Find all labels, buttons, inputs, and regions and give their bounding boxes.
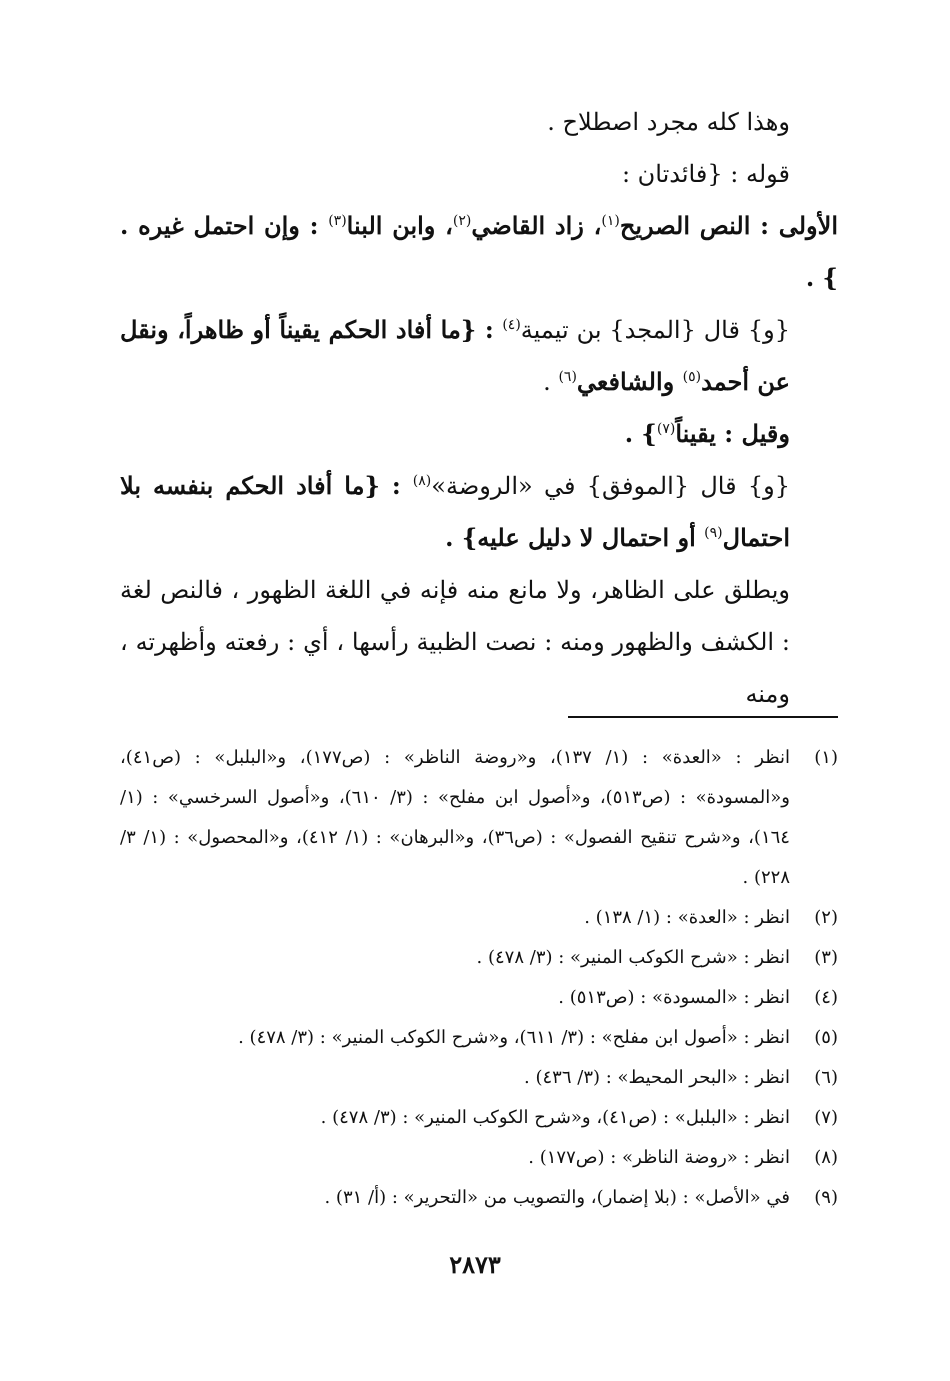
footnote-text: انظر : «العدة» : (١/ ١٣٨) . xyxy=(584,907,790,928)
paragraph: وهذا كله مجرد اصطلاح . xyxy=(547,108,790,136)
footnote xyxy=(120,1138,838,1178)
footnote-text: انظر : «البحر المحيط» : (٣/ ٤٣٦) . xyxy=(524,1067,790,1088)
footnote-number: (٤) xyxy=(814,987,838,1008)
paragraph: ويطلق على الظاهر، ولا مانع منه فإنه في اللغة الظهور ، فالنص لغة : الكشف والظهور ومنه : نصت الظبية رأسها ، أي : رفعته وأظهرته ، ومنه xyxy=(120,576,790,708)
footnote xyxy=(120,1098,838,1138)
footnote-number: (٦) xyxy=(814,1067,838,1088)
footnote-ref: (٩) xyxy=(704,525,723,541)
footnote-text: انظر : «المسودة» : (ص٥١٣) . xyxy=(558,987,790,1008)
footnote xyxy=(120,738,838,898)
paragraph: قوله : {فائدتان : xyxy=(621,160,790,188)
footnote-number: (٣) xyxy=(814,947,838,968)
footnote-number: (٨) xyxy=(814,1147,838,1168)
footnotes xyxy=(120,738,838,1218)
footnote-ref: (٨) xyxy=(412,473,432,489)
footnote-ref: (٤) xyxy=(502,317,521,333)
footnote-ref: (٦) xyxy=(558,369,577,385)
paragraph: وقيل : يقيناً$^{(٧)}$} . xyxy=(624,419,790,448)
footnote-number: (٩) xyxy=(814,1187,838,1208)
footnote-ref: (٢) xyxy=(452,213,472,229)
footnote-text: انظر : «العدة» : (١/ ١٣٧)، و«روضة الناظر» : (ص١٧٧)، و«البلبل» : (ص٤١)، و«المسودة» : (ص٥١٣)، و«أصول ابن مفلح» : (٣/ ٦١٠)، و«أصول السرخسي» : (١/ ١٦٤)، و«شرح تنقيح الفصول» : (ص٣٦)، و«البرهان» : (١/ ٤١٢)، و«المحصول» : (١/ ٣/ ٢٢٨) . xyxy=(120,747,790,888)
footnote-text: انظر : «البلبل» : (ص٤١)، و«شرح الكوكب المنير» : (٣/ ٤٧٨) . xyxy=(320,1107,790,1128)
footnote xyxy=(120,898,838,938)
footnote-text: في «الأصل» : (بلا إضمار)، والتصويب من «التحرير» : (أ/ ٣١) . xyxy=(324,1187,790,1208)
footnote-ref: (١) xyxy=(601,213,620,229)
footnote xyxy=(120,1058,838,1098)
paragraph: الأولى : النص الصريح$^{(١)}$، زاد القاضي$^{(٢)}$، وابن البنا$^{(٣)}$ : وإن احتمل غيره . } . xyxy=(120,211,838,292)
footnote-separator xyxy=(568,716,838,718)
footnote-text: انظر : «أصول ابن مفلح» : (٣/ ٦١١)، و«شرح الكوكب المنير» : (٣/ ٤٧٨) . xyxy=(238,1027,790,1048)
footnote-text: انظر : «شرح الكوكب المنير» : (٣/ ٤٧٨) . xyxy=(476,947,790,968)
footnote xyxy=(120,978,838,1018)
footnote-ref: (٣) xyxy=(328,213,347,229)
footnote-number: (٧) xyxy=(814,1107,838,1128)
footnote-text: انظر : «روضة الناظر» : (ص١٧٧) . xyxy=(528,1147,790,1168)
footnote xyxy=(120,938,838,978)
footnote xyxy=(120,1018,838,1058)
footnote-number: (٢) xyxy=(814,907,838,928)
footnote-number: (٥) xyxy=(814,1027,838,1048)
footnote-ref: (٥) xyxy=(682,369,702,385)
main-text xyxy=(120,96,838,720)
paragraph: {و} قال {الموفق} في «الروضة»$^{(٨)}$ : {ما أفاد الحكم بنفسه بلا احتمال$^{(٩)}$ أو احتمال لا دليل عليه} . xyxy=(120,471,790,552)
footnote-number: (١) xyxy=(814,747,838,768)
page-number: ٢٨٧٣ xyxy=(449,1250,501,1279)
footnote xyxy=(120,1178,838,1218)
paragraph: {و} قال {المجد} بن تيمية$^{(٤)}$ : {ما أفاد الحكم يقيناً أو ظاهراً، ونقل عن أحمد$^{(٥)}$ والشافعي$^{(٦)}$ . xyxy=(120,315,790,396)
footnote-ref: (٧) xyxy=(656,421,676,437)
